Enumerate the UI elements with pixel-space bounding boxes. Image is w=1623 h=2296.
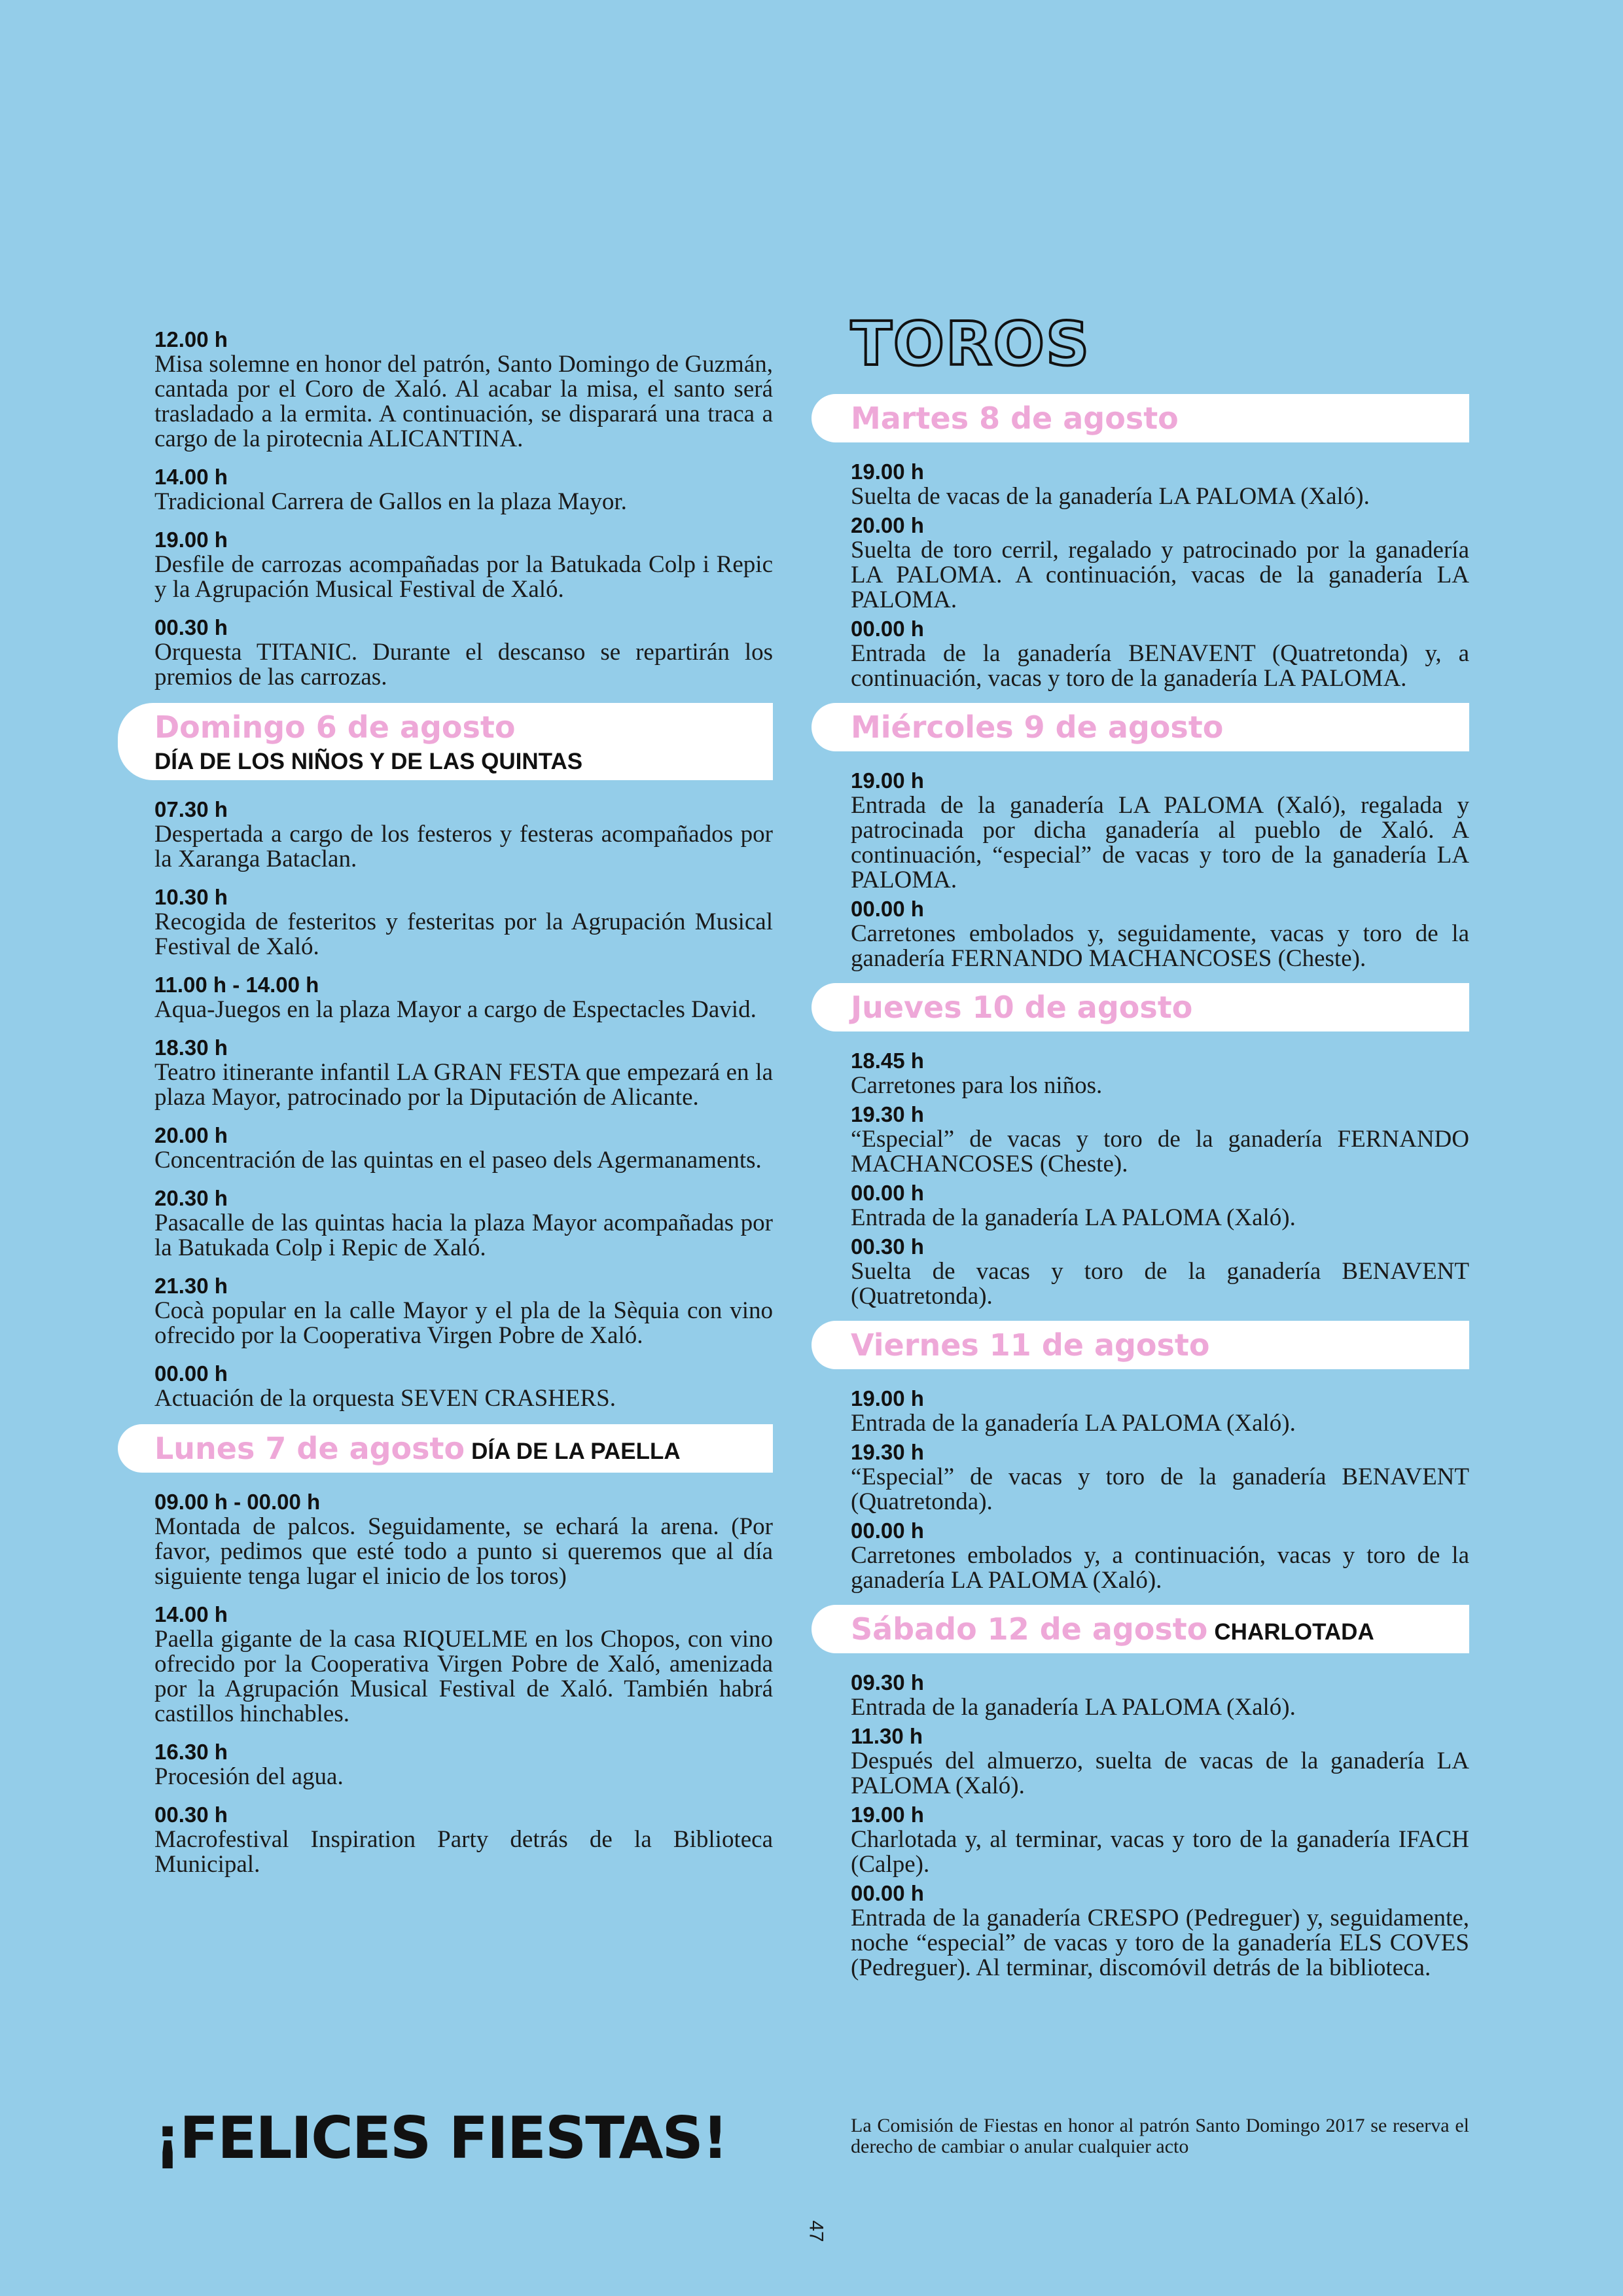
event-time: 07.30 h — [154, 797, 228, 821]
event-item — [154, 1740, 773, 1789]
event-description: Procesión del agua. — [154, 1763, 344, 1790]
event-description: Despertada a cargo de los festeros y festeras acompañados por la Xaranga Bataclan. — [154, 821, 773, 872]
event-item — [851, 1881, 1469, 1981]
event-description: Teatro itinerante infantil LA GRAN FESTA que empezará en la plaza Mayor, patrocinado por la Diputación de Alicante. — [154, 1059, 773, 1111]
event-item — [851, 1181, 1469, 1230]
event-time: 20.30 h — [154, 1186, 228, 1210]
event-time: 19.00 h — [851, 1803, 924, 1827]
event-time: 09.00 h - 00.00 h — [154, 1490, 321, 1514]
event-description: Suelta de toro cerril, regalado y patrocinado por la ganadería LA PALOMA. A continuación, vacas de la ganadería LA PALOMA. — [851, 537, 1469, 613]
event-description: Suelta de vacas y toro de la ganadería BENAVENT (Quatretonda). — [851, 1258, 1469, 1310]
event-item — [851, 459, 1469, 509]
event-time: 11.00 h - 14.00 h — [154, 973, 319, 997]
event-item — [851, 1102, 1469, 1177]
event-time: 21.30 h — [154, 1274, 228, 1298]
event-description: Entrada de la ganadería LA PALOMA (Xaló). — [851, 1410, 1296, 1437]
event-item — [154, 1035, 773, 1110]
event-item — [851, 1670, 1469, 1720]
lunes-events — [154, 1490, 773, 1877]
event-description: Entrada de la ganadería LA PALOMA (Xaló). — [851, 1204, 1296, 1231]
event-item — [154, 528, 773, 602]
domingo-events — [154, 797, 773, 1411]
event-item — [851, 513, 1469, 613]
event-description: Entrada de la ganadería LA PALOMA (Xaló). — [851, 1694, 1296, 1721]
event-description: Paella gigante de la casa RIQUELME en los Chopos, con vino ofrecido por la Cooperativa Virgen Pobre de Xaló, amenizada por la Agrupación Musical Festival de Xaló. También habrá castillos hinchables. — [154, 1626, 773, 1727]
event-time: 18.45 h — [851, 1049, 924, 1073]
day-heading: Sábado 12 de agosto — [851, 1611, 1208, 1647]
event-item — [851, 1234, 1469, 1309]
day-subtitle: DÍA DE LOS NIÑOS Y DE LAS QUINTAS — [154, 749, 583, 774]
day-subtitle: CHARLOTADA — [1214, 1619, 1374, 1645]
event-time: 00.00 h — [851, 897, 924, 921]
day-heading: Jueves 10 de agosto — [851, 990, 1193, 1025]
event-time: 09.30 h — [851, 1670, 924, 1695]
event-item — [851, 1440, 1469, 1515]
event-description: Misa solemne en honor del patrón, Santo Domingo de Guzmán, cantada por el Coro de Xaló. Al acabar la misa, el santo será trasladado a la ermita. A continuación, se disparará una traca a cargo de la pirotecnia ALICANTINA. — [154, 351, 773, 452]
day-heading: Lunes 7 de agosto — [154, 1431, 465, 1466]
event-time: 00.00 h — [851, 1181, 924, 1205]
event-description: Recogida de festeritos y festeritas por la Agrupación Musical Festival de Xaló. — [154, 908, 773, 960]
toros-days — [851, 394, 1469, 1981]
event-description: Carretones embolados y, a continuación, vacas y toro de la ganadería LA PALOMA (Xaló). — [851, 1542, 1469, 1594]
event-time: 10.30 h — [154, 885, 228, 909]
event-description: Charlotada y, al terminar, vacas y toro de la ganadería IFACH (Calpe). — [851, 1826, 1469, 1878]
event-description: Entrada de la ganadería LA PALOMA (Xaló), regalada y patrocinada por dicha ganadería al pueblo de Xaló. A continuación, “especial” de vacas y toro de la ganadería LA PALOMA. — [851, 792, 1469, 893]
event-description: “Especial” de vacas y toro de la ganadería FERNANDO MACHANCOSES (Cheste). — [851, 1126, 1469, 1177]
event-item — [851, 1049, 1469, 1098]
event-item — [154, 1361, 773, 1411]
event-item — [851, 1386, 1469, 1436]
event-time: 14.00 h — [154, 1602, 228, 1626]
event-description: Pasacalle de las quintas hacia la plaza Mayor acompañadas por la Batukada Colp i Repic de Xaló. — [154, 1210, 773, 1261]
day-heading: Domingo 6 de agosto — [154, 709, 516, 745]
event-item — [851, 897, 1469, 971]
felices-fiestas-slogan: ¡FELICES FIESTAS! — [154, 2104, 728, 2172]
day-heading: Viernes 11 de agosto — [851, 1327, 1210, 1363]
day-events — [851, 768, 1469, 971]
event-item — [851, 768, 1469, 893]
page-number: 47 — [805, 2220, 827, 2242]
day-band — [812, 394, 1469, 442]
event-time: 00.00 h — [851, 617, 924, 641]
intro-events — [154, 327, 773, 690]
event-description: Después del almuerzo, suelta de vacas de la ganadería LA PALOMA (Xaló). — [851, 1748, 1469, 1799]
day-heading: Miércoles 9 de agosto — [851, 709, 1224, 745]
event-time: 19.30 h — [851, 1440, 924, 1464]
day-events — [851, 1049, 1469, 1309]
day-band-domingo — [118, 703, 773, 780]
event-time: 00.00 h — [154, 1361, 228, 1386]
event-item — [154, 615, 773, 690]
event-time: 00.00 h — [851, 1518, 924, 1543]
event-item — [851, 617, 1469, 691]
event-description: Suelta de vacas de la ganadería LA PALOMA (Xaló). — [851, 483, 1370, 510]
day-band — [812, 1321, 1469, 1369]
event-description: “Especial” de vacas y toro de la ganadería BENAVENT (Quatretonda). — [851, 1463, 1469, 1515]
event-time: 19.00 h — [851, 1386, 924, 1410]
event-description: Orquesta TITANIC. Durante el descanso se repartirán los premios de las carrozas. — [154, 639, 773, 691]
event-item — [154, 327, 773, 452]
day-band — [812, 703, 1469, 751]
event-item — [154, 1602, 773, 1727]
left-column — [154, 327, 773, 1890]
day-heading: Martes 8 de agosto — [851, 401, 1179, 436]
day-events — [851, 1386, 1469, 1593]
day-subtitle: DÍA DE LA PAELLA — [471, 1439, 681, 1464]
event-description: Desfile de carrozas acompañadas por la Batukada Colp i Repic y la Agrupación Musical Festival de Xaló. — [154, 551, 773, 603]
event-time: 00.30 h — [154, 615, 228, 639]
event-time: 20.00 h — [154, 1123, 228, 1147]
day-band — [812, 983, 1469, 1031]
event-item — [851, 1724, 1469, 1799]
day-band — [812, 1605, 1469, 1653]
event-description: Montada de palcos. Seguidamente, se echará la arena. (Por favor, pedimos que esté todo a punto si queremos que al día siguiente tenga lugar el inicio de los toros) — [154, 1513, 773, 1590]
event-description: Carretones embolados y, seguidamente, vacas y toro de la ganadería FERNANDO MACHANCOSES (Cheste). — [851, 920, 1469, 972]
day-events — [851, 1670, 1469, 1981]
right-column — [851, 309, 1469, 1984]
day-band-lunes — [118, 1424, 773, 1473]
event-time: 00.30 h — [154, 1803, 228, 1827]
event-item — [154, 465, 773, 514]
event-item — [154, 1803, 773, 1877]
event-time: 19.00 h — [154, 528, 228, 552]
event-description: Entrada de la ganadería BENAVENT (Quatretonda) y, a continuación, vacas y toro de la ganadería LA PALOMA. — [851, 640, 1469, 692]
day-events — [851, 459, 1469, 691]
event-item — [154, 1490, 773, 1589]
event-description: Tradicional Carrera de Gallos en la plaza Mayor. — [154, 488, 627, 515]
event-description: Carretones para los niños. — [851, 1072, 1103, 1099]
event-description: Aqua-Juegos en la plaza Mayor a cargo de Espectacles David. — [154, 996, 757, 1023]
event-description: Concentración de las quintas en el paseo dels Agermanaments. — [154, 1147, 762, 1174]
event-description: Cocà popular en la calle Mayor y el pla de la Sèquia con vino ofrecido por la Cooperativa Virgen Pobre de Xaló. — [154, 1297, 773, 1349]
event-item — [851, 1803, 1469, 1877]
event-item — [154, 1186, 773, 1261]
event-item — [154, 1274, 773, 1348]
event-item — [154, 973, 773, 1022]
event-time: 19.00 h — [851, 768, 924, 793]
event-time: 19.30 h — [851, 1102, 924, 1126]
event-time: 12.00 h — [154, 327, 228, 351]
event-time: 19.00 h — [851, 459, 924, 484]
event-time: 00.00 h — [851, 1881, 924, 1905]
event-item — [851, 1518, 1469, 1593]
event-item — [154, 1123, 773, 1173]
event-item — [154, 797, 773, 872]
event-item — [154, 885, 773, 960]
event-time: 16.30 h — [154, 1740, 228, 1764]
event-time: 11.30 h — [851, 1724, 923, 1748]
event-description: Entrada de la ganadería CRESPO (Pedreguer) y, seguidamente, noche “especial” de vacas y toro de la ganadería ELS COVES (Pedreguer). Al terminar, discomóvil detrás de la biblioteca. — [851, 1905, 1469, 1981]
event-time: 00.30 h — [851, 1234, 924, 1259]
event-description: Macrofestival Inspiration Party detrás de la Biblioteca Municipal. — [154, 1826, 773, 1878]
event-description: Actuación de la orquesta SEVEN CRASHERS. — [154, 1385, 616, 1412]
toros-title: TOROS — [851, 309, 1091, 379]
disclaimer-note: La Comisión de Fiestas en honor al patrón Santo Domingo 2017 se reserva el derecho de cambiar o anular cualquier acto — [851, 2115, 1469, 2157]
event-time: 14.00 h — [154, 465, 228, 489]
event-time: 20.00 h — [851, 513, 924, 537]
event-time: 18.30 h — [154, 1035, 228, 1060]
